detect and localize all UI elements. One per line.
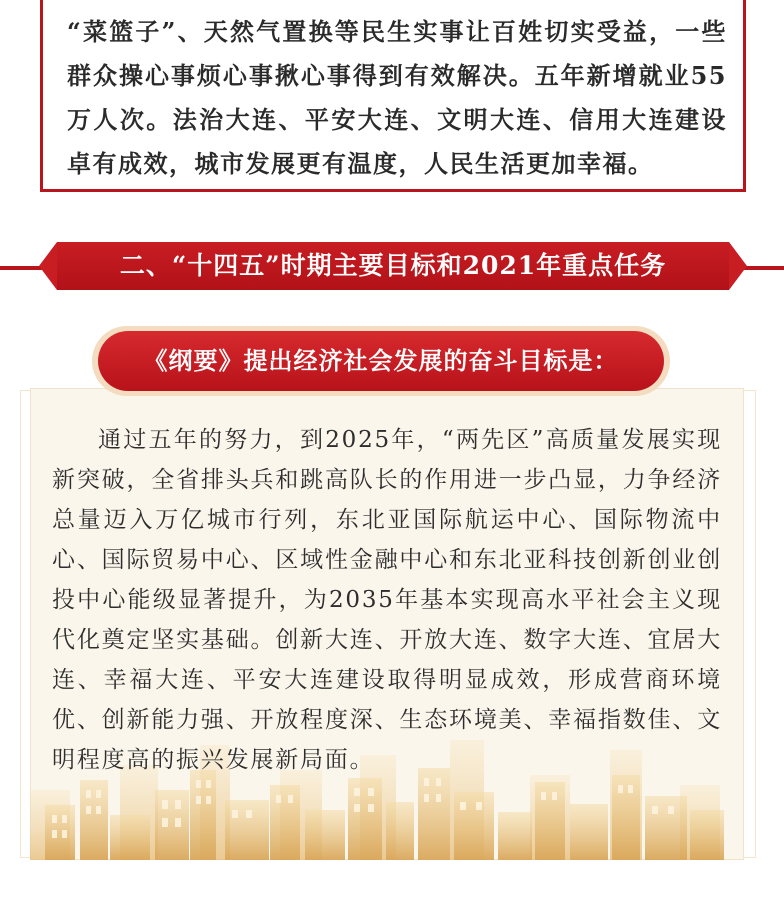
section-header-banner bbox=[57, 242, 729, 290]
section-title: 二、“十四五”时期主要目标和2021年重点任务 bbox=[119, 251, 667, 280]
previous-section-paragraph: “菜篮子”、天然气置换等民生实事让百姓切实受益，一些群众操心事烦心事揪心事得到有效解决。五年新增就业55万人次。法治大连、平安大连、文明大连、信用大连建设卓有成效，城市发展更有温度，人民生活更加幸福。 bbox=[67, 17, 727, 178]
heading-pill bbox=[98, 331, 664, 391]
card-heading: 《纲要》提出经济社会发展的奋斗目标是： bbox=[143, 347, 619, 375]
goals-paragraph: 通过五年的努力，到2025年，“两先区”高质量发展实现新突破，全省排头兵和跳高队长的作用进一步凸显，力争经济总量迈入万亿城市行列，东北亚国际航运中心、国际物流中心、国际贸易中心、区域性金融中心和东北亚科技创新创业创投中心能级显著提升，为2035年基本实现高水平社会主义现代化奠定坚实基础。创新大连、开放大连、数字大连、宜居大连、幸福大连、平安大连建设取得明显成效，形成营商环境优、创新能力强、开放程度深、生态环境美、幸福指数佳、文明程度高的振兴发展新局面。 bbox=[52, 427, 722, 773]
previous-section-box bbox=[40, 0, 746, 192]
